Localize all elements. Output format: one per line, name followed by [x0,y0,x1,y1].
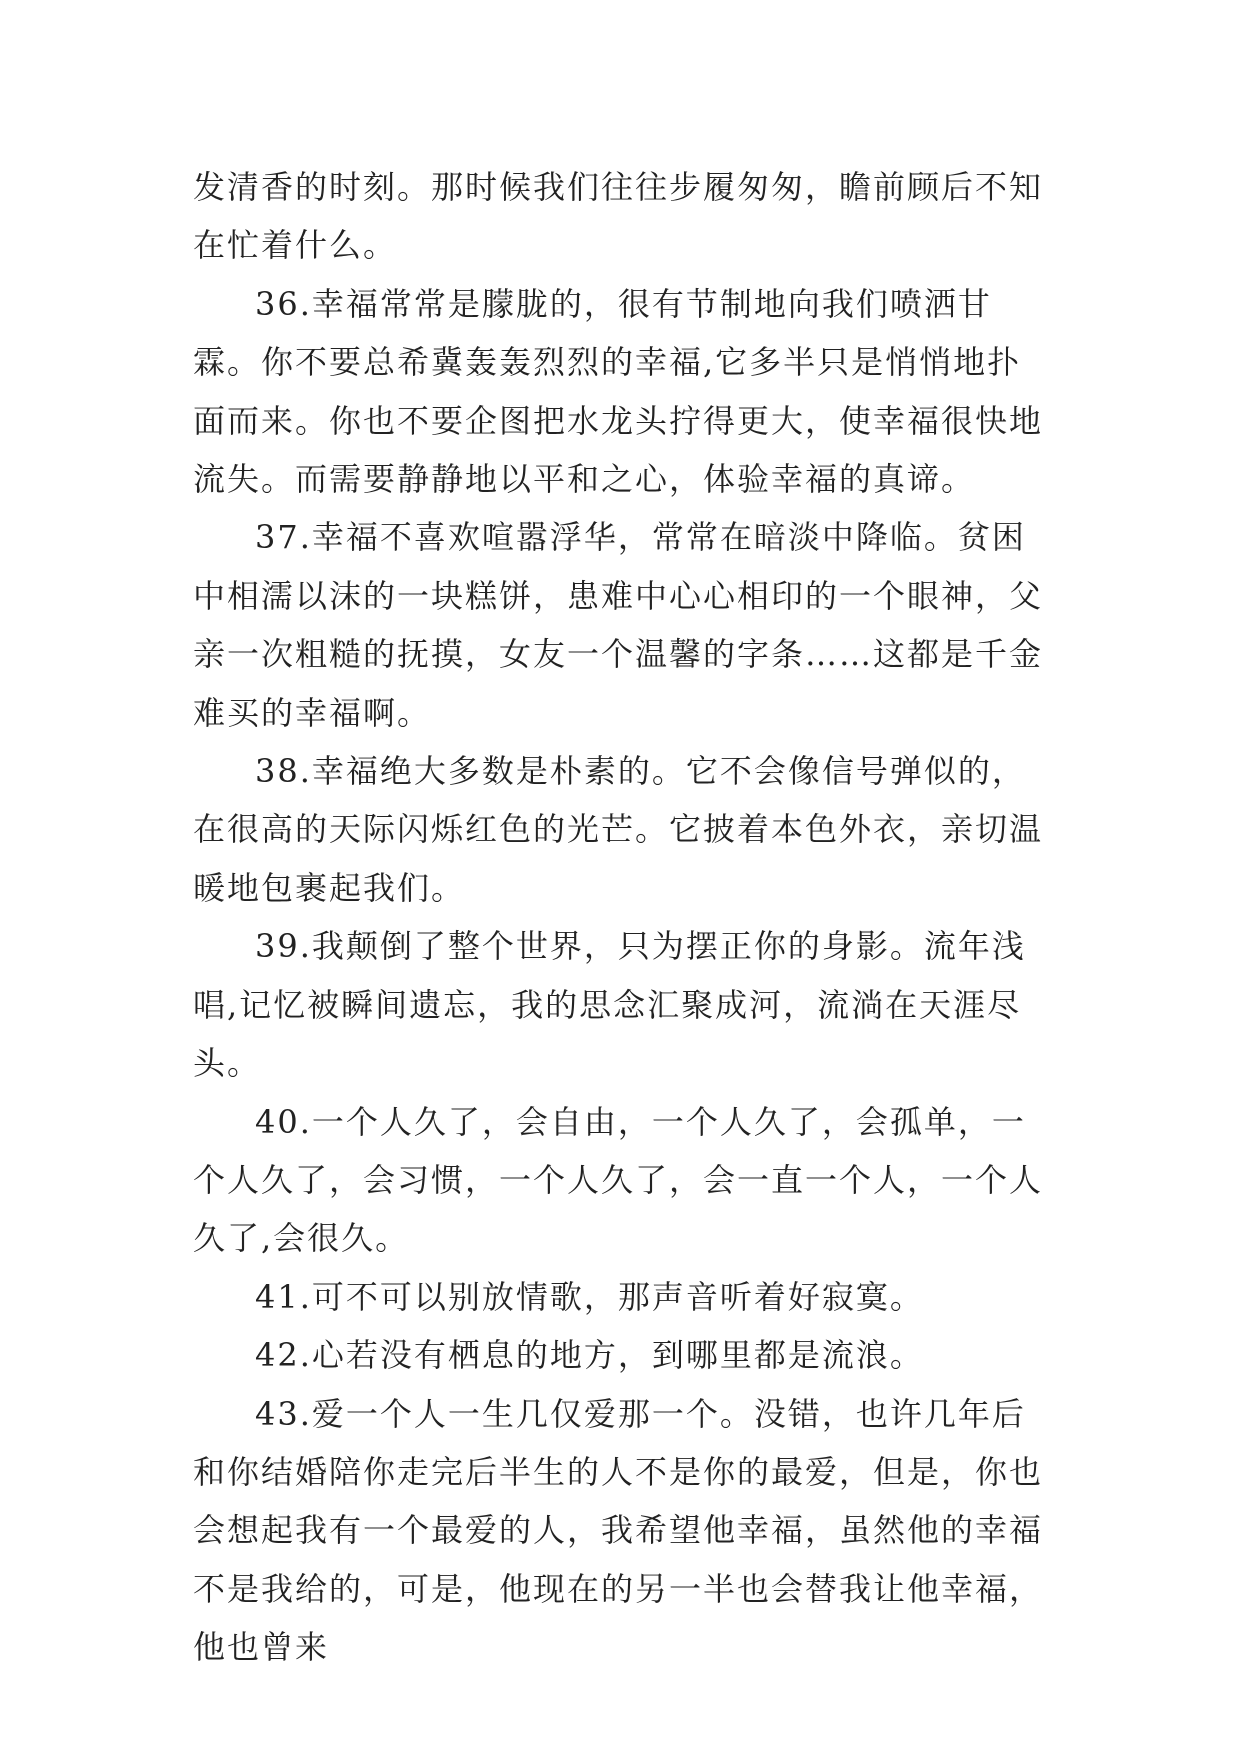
paragraph-continuation: 发清香的时刻。那时候我们往往步履匆匆，瞻前顾后不知在忙着什么。 [193,168,1044,265]
paragraph-39: 39.我颠倒了整个世界，只为摆正你的身影。流年浅唱,记忆被瞬间遗忘，我的思念汇聚成河，流淌在天涯尽头。 [193,927,1026,1083]
paragraph-37: 37.幸福不喜欢喧嚣浮华，常常在暗淡中降临。贫困中相濡以沫的一块糕饼，患难中心心相印的一个眼神，父亲一次粗糙的抚摸，女友一个温馨的字条……这都是千金难买的幸福啊。 [193,518,1044,732]
paragraph-41: 41.可不可以别放情歌，那声音听着好寂寞。 [255,1277,924,1316]
paragraph-43: 43.爱一个人一生几仅爱那一个。没错，也许几年后和你结婚陪你走完后半生的人不是你的最爱，但是，你也会想起我有一个最爱的人，我希望他幸福，虽然他的幸福不是我给的，可是，他现在的另一半也会替我让他幸福，他也曾来 [193,1394,1044,1667]
paragraph-38: 38.幸福绝大多数是朴素的。它不会像信号弹似的，在很高的天际闪烁红色的光芒。它披着本色外衣，亲切温暖地包裹起我们。 [193,752,1044,907]
paragraph-36: 36.幸福常常是朦胧的，很有节制地向我们喷洒甘霖。你不要总希冀轰轰烈烈的幸福,它多半只是悄悄地扑面而来。你也不要企图把水龙头拧得更大，使幸福很快地流失。而需要静静地以平和之心，体验幸福的真谛。 [193,284,1044,499]
paragraph-40: 40.一个人久了，会自由，一个人久了，会孤单，一个人久了，会习惯，一个人久了，会一直一个人，一个人久了,会很久。 [193,1102,1044,1258]
document-body [193,158,1053,1677]
paragraph-42: 42.心若没有栖息的地方，到哪里都是流浪。 [255,1336,924,1375]
